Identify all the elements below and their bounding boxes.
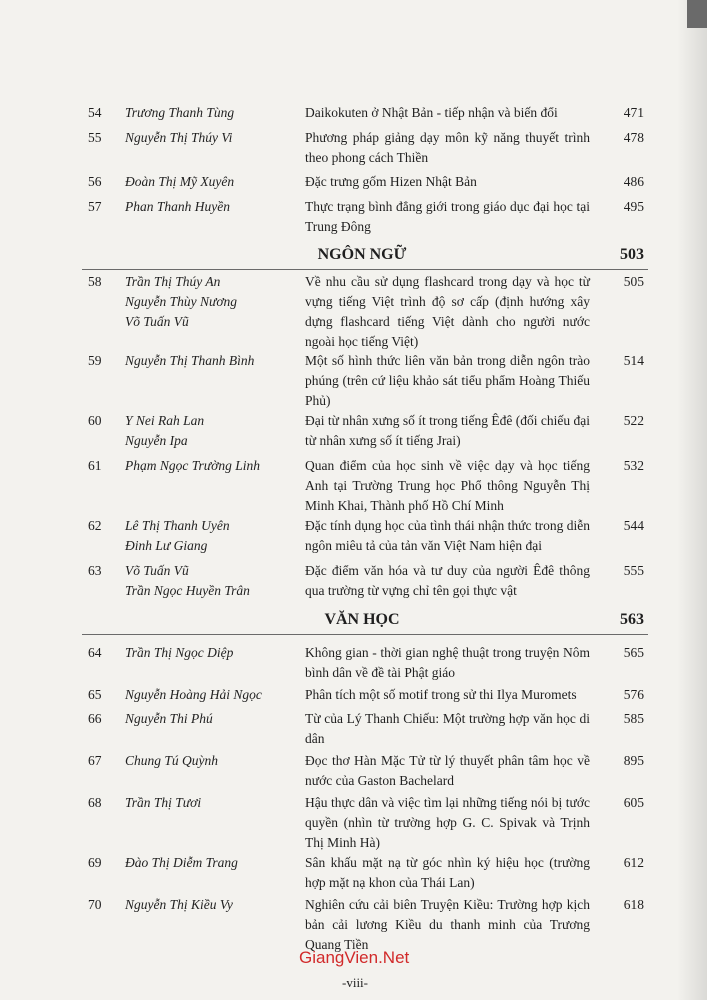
author-name: Võ Tuấn Vũ <box>125 314 189 329</box>
entry-title[interactable]: Không gian - thời gian nghệ thuật trong truyện Nôm bình dân về đề tài Phật giáo <box>305 645 590 680</box>
entry-number: 64 <box>88 645 102 660</box>
entry-authors <box>125 709 295 729</box>
entry-page: 514 <box>623 353 644 368</box>
author-name: Nguyễn Thị Thanh Bình <box>125 353 255 368</box>
section-header-van-hoc <box>0 607 707 633</box>
entry-page: 495 <box>623 199 644 214</box>
entry-page: 576 <box>623 687 644 702</box>
entry-page: 486 <box>623 174 644 189</box>
entry-title[interactable]: Đặc điểm văn hóa và tư duy của người Êđê thông qua trường từ vựng chỉ tên gọi thực vật <box>305 563 590 598</box>
author-name: Trương Thanh Tùng <box>125 105 235 120</box>
entry-authors <box>125 516 295 556</box>
author-name: Đoàn Thị Mỹ Xuyên <box>125 174 235 189</box>
section-page: 503 <box>620 246 644 263</box>
entry-authors <box>125 411 295 451</box>
entry-authors <box>125 643 295 663</box>
watermark: GiangVien.Net <box>299 948 410 967</box>
author-name: Phạm Ngọc Trường Linh <box>125 458 260 473</box>
author-name: Y Nei Rah Lan <box>125 413 205 428</box>
entry-page: 565 <box>623 645 644 660</box>
entry-authors <box>125 456 295 476</box>
entry-number: 65 <box>88 687 102 702</box>
entry-number: 68 <box>88 795 102 810</box>
entry-page: 478 <box>623 130 644 145</box>
entry-number: 59 <box>88 353 102 368</box>
section-title[interactable]: VĂN HỌC <box>324 611 400 628</box>
entry-authors <box>125 853 295 873</box>
entry-authors <box>125 793 295 813</box>
entry-title[interactable]: Thực trạng bình đẳng giới trong giáo dục đại học tại Trung Đông <box>305 199 590 234</box>
entry-page: 895 <box>623 753 644 768</box>
section-header-ngon-ngu <box>0 242 707 268</box>
entry-authors <box>125 561 295 601</box>
entry-title[interactable]: Đại từ nhân xưng số ít trong tiếng Êđê (đối chiếu đại từ nhân xưng số ít tiếng Jrai) <box>305 413 590 448</box>
author-name: Nguyễn Hoàng Hải Ngọc <box>125 687 262 702</box>
author-name: Trần Ngọc Huyền Trân <box>125 583 250 598</box>
entry-title[interactable]: Đọc thơ Hàn Mặc Tử từ lý thuyết phân tâm học về nước của Gaston Bachelard <box>305 753 590 788</box>
entry-page: 585 <box>623 711 644 726</box>
entry-page: 532 <box>623 458 644 473</box>
entry-authors <box>125 128 295 148</box>
author-name: Lê Thị Thanh Uyên <box>125 518 230 533</box>
author-name: Nguyễn Thi Phú <box>125 711 213 726</box>
entry-number: 62 <box>88 518 102 533</box>
author-name: Nguyễn Thị Kiều Vy <box>125 897 233 912</box>
section-rule <box>82 634 648 635</box>
author-name: Nguyễn Thị Thúy Vi <box>125 130 233 145</box>
entry-title[interactable]: Phương pháp giảng dạy môn kỹ năng thuyết trình theo phong cách Thiền <box>305 130 590 165</box>
section-rule <box>82 269 648 270</box>
entry-number: 70 <box>88 897 102 912</box>
entry-title[interactable]: Nghiên cứu cải biên Truyện Kiều: Trường hợp kịch bản cải lương Kiều du thanh minh của Trương Quang Tiền <box>305 897 590 952</box>
author-name: Trần Thị Ngọc Diệp <box>125 645 234 660</box>
author-name: Nguyễn Ipa <box>125 433 188 448</box>
entry-page: 505 <box>623 274 644 289</box>
entry-number: 54 <box>88 105 102 120</box>
entry-authors <box>125 351 295 371</box>
entry-number: 55 <box>88 130 102 145</box>
author-name: Trần Thị Thúy An <box>125 274 221 289</box>
section-title[interactable]: NGÔN NGỮ <box>317 246 407 263</box>
entry-number: 66 <box>88 711 102 726</box>
entry-page: 555 <box>623 563 644 578</box>
entry-authors <box>125 197 295 217</box>
entry-page: 612 <box>623 855 644 870</box>
entry-number: 58 <box>88 274 102 289</box>
entry-authors <box>125 103 295 123</box>
entry-title[interactable]: Từ của Lý Thanh Chiếu: Một trường hợp văn học di dân <box>305 711 590 746</box>
entry-authors <box>125 751 295 771</box>
entry-title[interactable]: Hậu thực dân và việc tìm lại những tiếng nói bị tước quyền (nhìn từ trường hợp G. C. Spivak và Trịnh Thị Minh Hà) <box>305 795 590 850</box>
entry-page: 544 <box>623 518 644 533</box>
entry-number: 60 <box>88 413 102 428</box>
author-name: Đinh Lư Giang <box>125 538 208 553</box>
entry-title[interactable]: Phân tích một số motif trong sử thi Ilya Muromets <box>305 687 577 702</box>
entry-page: 605 <box>623 795 644 810</box>
entry-authors <box>125 272 295 332</box>
entry-authors <box>125 895 295 915</box>
author-name: Võ Tuấn Vũ <box>125 563 189 578</box>
author-name: Đào Thị Diễm Trang <box>125 855 238 870</box>
entry-title[interactable]: Sân khấu mặt nạ từ góc nhìn ký hiệu học (trường hợp mặt nạ khon của Thái Lan) <box>305 855 590 890</box>
author-name: Trần Thị Tươi <box>125 795 202 810</box>
entry-title[interactable]: Về nhu cầu sử dụng flashcard trong dạy và học từ vựng tiếng Việt trình độ sơ cấp (định hướng xây dựng flashcard tiếng Việt dành cho người nước ngoài học tiếng Việt) <box>305 274 590 349</box>
entry-number: 67 <box>88 753 102 768</box>
entry-page: 522 <box>623 413 644 428</box>
entry-page: 618 <box>623 897 644 912</box>
entry-title[interactable]: Đặc tính dụng học của tình thái nhận thức trong diễn ngôn miêu tả của tản văn Việt Nam hiện đại <box>305 518 590 553</box>
entry-number: 69 <box>88 855 102 870</box>
section-page: 563 <box>620 611 644 628</box>
entry-number: 63 <box>88 563 102 578</box>
entry-number: 57 <box>88 199 102 214</box>
author-name: Chung Tú Quỳnh <box>125 753 219 768</box>
entry-number: 61 <box>88 458 102 473</box>
author-name: Phan Thanh Huyền <box>125 199 230 214</box>
author-name: Nguyễn Thùy Nương <box>125 294 238 309</box>
entry-number: 56 <box>88 174 102 189</box>
entry-title[interactable]: Quan điểm của học sinh về việc dạy và học tiếng Anh tại Trường Trung học Phổ thông Nguyễn Thị Minh Khai, Thành phố Hồ Chí Minh <box>305 458 590 513</box>
entry-authors <box>125 172 295 192</box>
page-folio: -viii- <box>342 975 368 990</box>
entry-page: 471 <box>623 105 644 120</box>
entry-authors <box>125 685 295 705</box>
entry-title[interactable]: Một số hình thức liên văn bản trong diễn ngôn trào phúng (trên cứ liệu khảo sát tiểu phẩm Hoàng Thiếu Phủ) <box>305 353 590 408</box>
entry-title[interactable]: Daikokuten ở Nhật Bản - tiếp nhận và biến đổi <box>305 105 558 120</box>
entry-title[interactable]: Đặc trưng gốm Hizen Nhật Bản <box>305 174 477 189</box>
